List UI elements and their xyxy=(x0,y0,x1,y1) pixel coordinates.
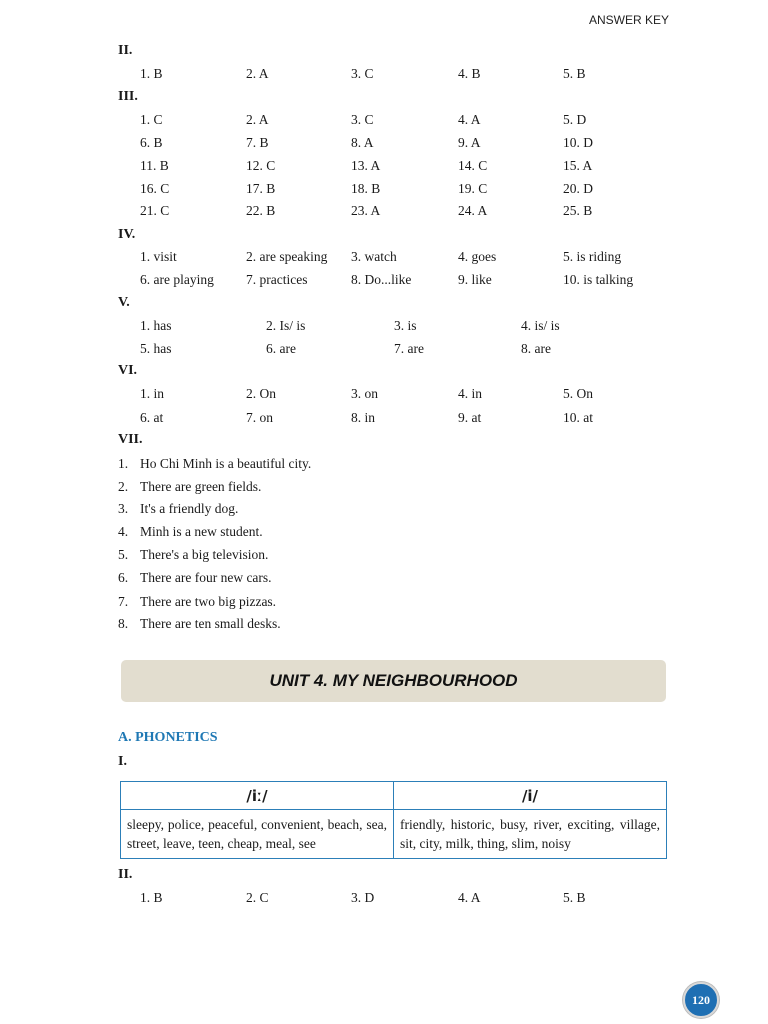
list-item xyxy=(118,456,311,472)
answer-cell: 7. are xyxy=(394,341,424,356)
phonetics-table xyxy=(120,781,667,859)
item-number: 1. xyxy=(118,456,129,471)
item-text: Minh is a new student. xyxy=(140,524,263,539)
section-heading: A. PHONETICS xyxy=(118,730,218,745)
answer-cell: 25. B xyxy=(563,203,593,218)
answer-cell: 6. B xyxy=(140,135,163,150)
answer-cell: 17. B xyxy=(246,181,276,196)
answer-cell: 9. A xyxy=(458,135,481,150)
answer-cell: 3. watch xyxy=(351,249,397,264)
answer-cell: 2. A xyxy=(246,112,269,127)
item-text: There are ten small desks. xyxy=(140,616,281,631)
answer-cell: 7. B xyxy=(246,135,269,150)
exercise-label: V. xyxy=(118,295,130,310)
answer-cell: 23. A xyxy=(351,203,381,218)
table-cell: friendly, historic, busy, river, exciting, village, sit, city, milk, thing, slim, noisy xyxy=(394,810,667,859)
answer-cell: 8. Do...like xyxy=(351,272,412,287)
item-number: 6. xyxy=(118,570,129,585)
list-item xyxy=(118,570,272,586)
answer-cell: 1. has xyxy=(140,318,172,333)
answer-cell: 3. C xyxy=(351,112,374,127)
item-number: 5. xyxy=(118,547,129,562)
answer-cell: 1. B xyxy=(140,890,163,905)
running-header: ANSWER KEY xyxy=(588,13,669,27)
exercise-label: IV. xyxy=(118,227,136,242)
unit-title: UNIT 4. MY NEIGHBOURHOOD xyxy=(269,671,518,690)
item-number: 4. xyxy=(118,524,129,539)
item-number: 8. xyxy=(118,616,129,631)
answer-cell: 2. C xyxy=(246,890,269,905)
list-item xyxy=(118,524,263,540)
answer-cell: 15. A xyxy=(563,158,593,173)
list-item xyxy=(118,547,268,563)
answer-cell: 21. C xyxy=(140,203,170,218)
table-header-cell: /i/ xyxy=(394,782,667,810)
answer-cell: 5. is riding xyxy=(563,249,622,264)
answer-cell: 5. B xyxy=(563,890,586,905)
answer-cell: 12. C xyxy=(246,158,276,173)
item-text: Ho Chi Minh is a beautiful city. xyxy=(140,456,312,471)
answer-cell: 6. are xyxy=(266,341,296,356)
answer-cell: 11. B xyxy=(140,158,169,173)
answer-cell: 10. at xyxy=(563,410,593,425)
answer-cell: 2. Is/ is xyxy=(266,318,306,333)
answer-cell: 8. A xyxy=(351,135,374,150)
item-text: There are two big pizzas. xyxy=(140,594,277,609)
exercise-label: VII. xyxy=(118,432,143,447)
answer-cell: 3. on xyxy=(351,386,378,401)
answer-cell: 7. practices xyxy=(246,272,308,287)
exercise-label: VI. xyxy=(118,363,138,378)
answer-cell: 1. C xyxy=(140,112,163,127)
exercise-label: I. xyxy=(118,754,127,769)
answer-cell: 9. at xyxy=(458,410,482,425)
item-text: It's a friendly dog. xyxy=(140,501,239,516)
answer-cell: 1. in xyxy=(140,386,165,401)
list-item xyxy=(118,616,281,632)
answer-cell: 1. visit xyxy=(140,249,177,264)
item-text: There's a big television. xyxy=(140,547,269,562)
answer-cell: 4. in xyxy=(458,386,483,401)
exercise-label: II. xyxy=(118,867,133,882)
exercise-label: II. xyxy=(118,43,133,58)
answer-cell: 5. B xyxy=(563,66,586,81)
answer-cell: 13. A xyxy=(351,158,381,173)
exercise-label: III. xyxy=(118,89,138,104)
answer-cell: 14. C xyxy=(458,158,488,173)
item-text: There are four new cars. xyxy=(140,570,272,585)
item-number: 2. xyxy=(118,479,129,494)
answer-cell: 3. C xyxy=(351,66,374,81)
answer-cell: 2. On xyxy=(246,386,276,401)
answer-cell: 24. A xyxy=(458,203,488,218)
answer-cell: 10. D xyxy=(563,135,593,150)
answer-cell: 18. B xyxy=(351,181,381,196)
list-item xyxy=(118,479,261,495)
answer-cell: 5. On xyxy=(563,386,593,401)
item-number: 3. xyxy=(118,501,129,516)
answer-cell: 22. B xyxy=(246,203,276,218)
answer-cell: 6. are playing xyxy=(140,272,214,287)
answer-cell: 4. A xyxy=(458,112,481,127)
table-row xyxy=(121,810,667,859)
answer-cell: 16. C xyxy=(140,181,170,196)
page-number-badge: 120 xyxy=(683,982,719,1018)
answer-cell: 20. D xyxy=(563,181,593,196)
answer-cell: 4. A xyxy=(458,890,481,905)
table-header-row xyxy=(121,782,667,810)
answer-cell: 5. D xyxy=(563,112,587,127)
list-item xyxy=(118,501,238,517)
item-text: There are green fields. xyxy=(140,479,262,494)
answer-cell: 2. A xyxy=(246,66,269,81)
answer-cell: 4. is/ is xyxy=(521,318,560,333)
answer-cell: 19. C xyxy=(458,181,488,196)
answer-cell: 4. B xyxy=(458,66,481,81)
answer-cell: 1. B xyxy=(140,66,163,81)
table-cell: sleepy, police, peaceful, convenient, beach, sea, street, leave, teen, cheap, meal, see xyxy=(121,810,394,859)
answer-cell: 4. goes xyxy=(458,249,497,264)
answer-cell: 3. D xyxy=(351,890,375,905)
item-number: 7. xyxy=(118,594,129,609)
answer-cell: 10. is talking xyxy=(563,272,634,287)
answer-cell: 8. in xyxy=(351,410,376,425)
answer-cell: 5. has xyxy=(140,341,172,356)
answer-cell: 9. like xyxy=(458,272,492,287)
answer-cell: 3. is xyxy=(394,318,417,333)
list-item xyxy=(118,594,276,610)
answer-cell: 2. are speaking xyxy=(246,249,328,264)
answer-cell: 7. on xyxy=(246,410,273,425)
table-header-cell: /iː/ xyxy=(121,782,394,810)
unit-title-banner xyxy=(121,660,666,702)
answer-cell: 6. at xyxy=(140,410,164,425)
answer-cell: 8. are xyxy=(521,341,551,356)
